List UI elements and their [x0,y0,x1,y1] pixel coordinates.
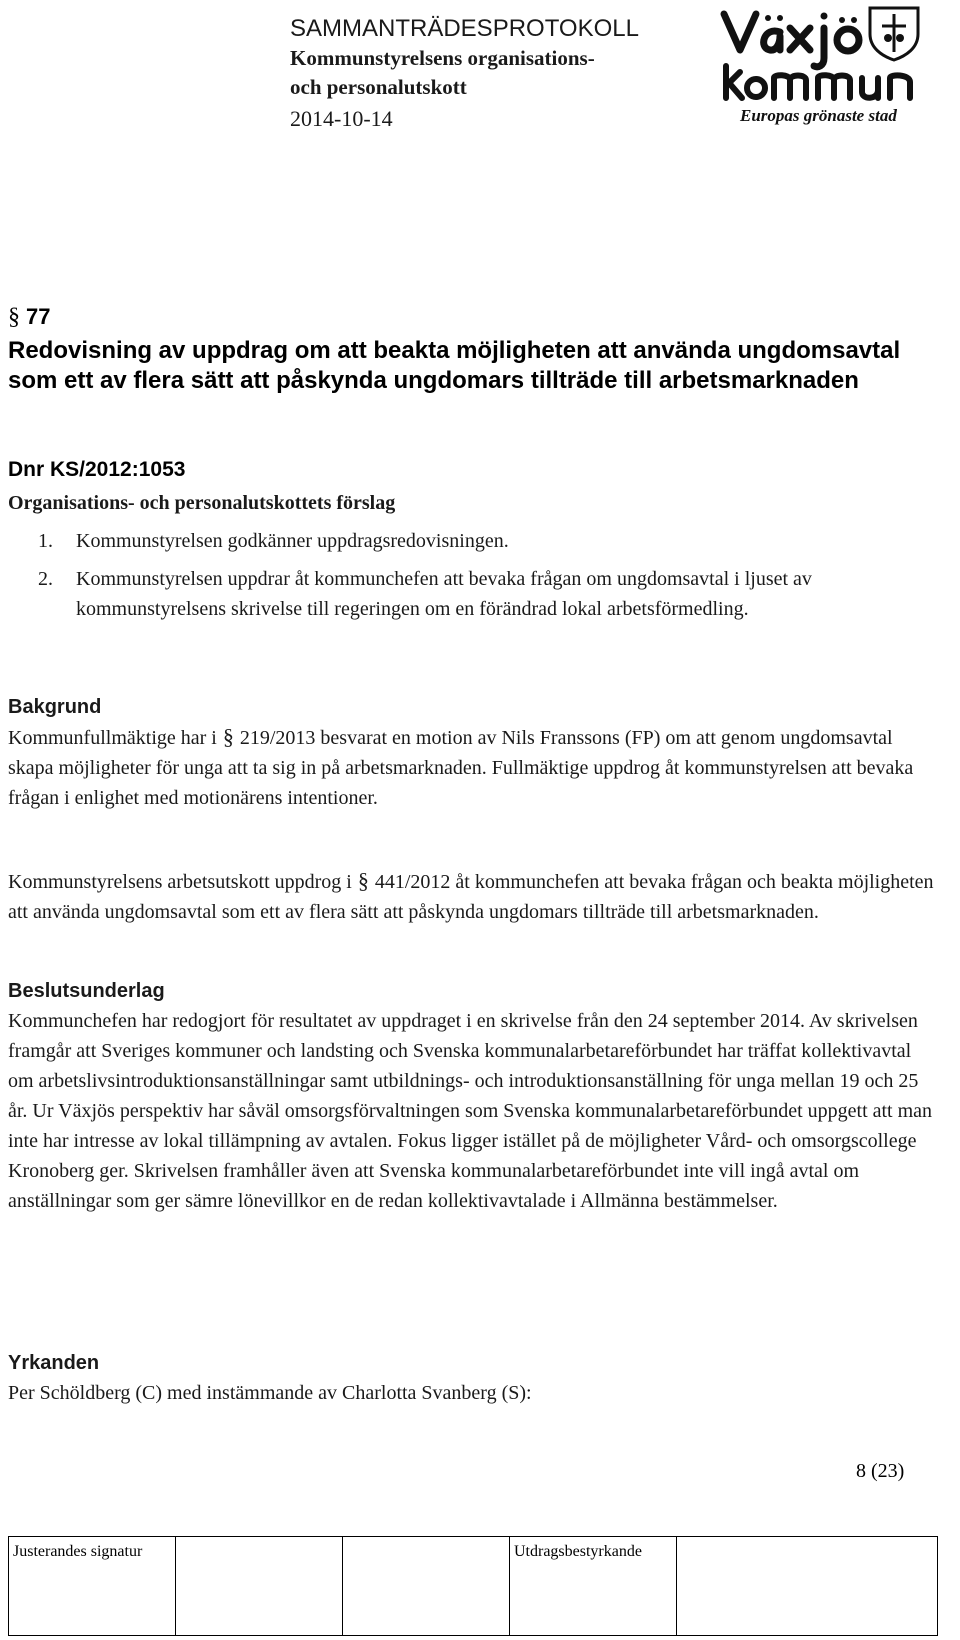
background-heading: Bakgrund [8,696,102,718]
background-paragraph-2 [8,866,938,927]
vaxjo-kommun-logo [718,2,923,130]
background-p2-start: Kommunstyrelsens arbetsutskott uppdrog i [8,871,352,893]
claims-heading: Yrkanden [8,1352,100,1374]
document-type: SAMMANTRÄDESPROTOKOLL [290,15,639,42]
extract-label: Utdragsbestyrkande [514,1543,642,1560]
basis-paragraph: Kommunchefen har redogjort för resultatet av uppdraget i en skrivelse från den 24 september 2014. Av skrivelsen framgår att Sveriges kommuner och landsting och Svenska kommunalarbetareförbundet har träffat kollektivavtal om arbetslivsintroduktionsanställningar samt utbildnings- och introduktionsanställning för unga mellan 19 och 25 år. Ur Växjös perspektiv har såväl omsorgsförvaltningen som Svenska kommunalarbetareförbundet uppgett att man inte har intresse av lokal tillämpning av avtalen. Fokus ligger istället på de möjligheter Vård- och omsorgscollege Kronoberg ger. Skrivelsen framhåller även att Svenska kommunalarbetareförbundet inte vill ingå avtal om anställningar som ger sämre lönevillkor en de redan kollektivavtalade i Allmänna bestämmelser. [8,1010,933,1212]
background-paragraph-1 [8,722,938,813]
list-item [38,526,928,556]
page-number: 8 (23) [856,1460,905,1482]
signature-table [8,1536,938,1636]
signature-cell [343,1537,510,1636]
background-p2-rest: 441/2012 åt kommunchefen att bevaka frågan och beakta möjligheten att använda ungdomsavtal som ett av flera sätt att påskynda ungdomars tillträde till arbetsmarknaden. [8,871,934,923]
signature-label: Justerandes signatur [13,1543,143,1560]
section-symbol: § [357,868,369,893]
section-symbol: § [222,724,234,749]
page-header [290,14,639,136]
section-number [8,304,50,331]
section-title: Redovisning av uppdrag om att beakta möjligheten att använda ungdomsavtal som ett av flera sätt att påskynda ungdomars tillträde till arbetsmarknaden [8,337,901,394]
meeting-date: 2014-10-14 [290,106,393,131]
committee-name-line2: och personalutskott [290,75,467,99]
case-number: Dnr KS/2012:1053 [8,458,186,481]
background-p1-start: Kommunfullmäktige har i [8,727,217,749]
proposal-list [38,526,928,624]
list-item-text: Kommunstyrelsen godkänner uppdragsredovisningen. [76,530,509,552]
section-symbol: § [8,304,20,330]
list-item [38,564,928,624]
section-number-value: 77 [26,304,51,329]
signature-cell [677,1537,938,1636]
list-item-number: 1. [38,530,53,552]
list-item-text: Kommunstyrelsen uppdrar åt kommunchefen att bevaka frågan om ungdomsavtal i ljuset av kommunstyrelsens skrivelse till regeringen om en förändrad lokal arbetsförmedling. [76,568,812,620]
background-p1-rest: 219/2013 besvarat en motion av Nils Franssons (FP) om att genom ungdomsavtal skapa möjligheter för unga att ta sig in på arbetsmarknaden. Fullmäktige uppdrog åt kommunstyrelsen att bevaka frågan i enlighet med motionärens intentioner. [8,727,914,809]
signature-cell [9,1537,176,1636]
list-item-number: 2. [38,568,53,590]
signature-cell [510,1537,677,1636]
committee-name-line1: Kommunstyrelsens organisations- [290,46,595,70]
proposal-heading: Organisations- och personalutskottets förslag [8,492,396,514]
claims-paragraph: Per Schöldberg (C) med instämmande av Charlotta Svanberg (S): [8,1382,532,1404]
logo-tagline: Europas grönaste stad [740,106,897,125]
basis-heading: Beslutsunderlag [8,980,165,1002]
signature-cell [176,1537,343,1636]
logo-wordmark-icon [718,2,923,106]
